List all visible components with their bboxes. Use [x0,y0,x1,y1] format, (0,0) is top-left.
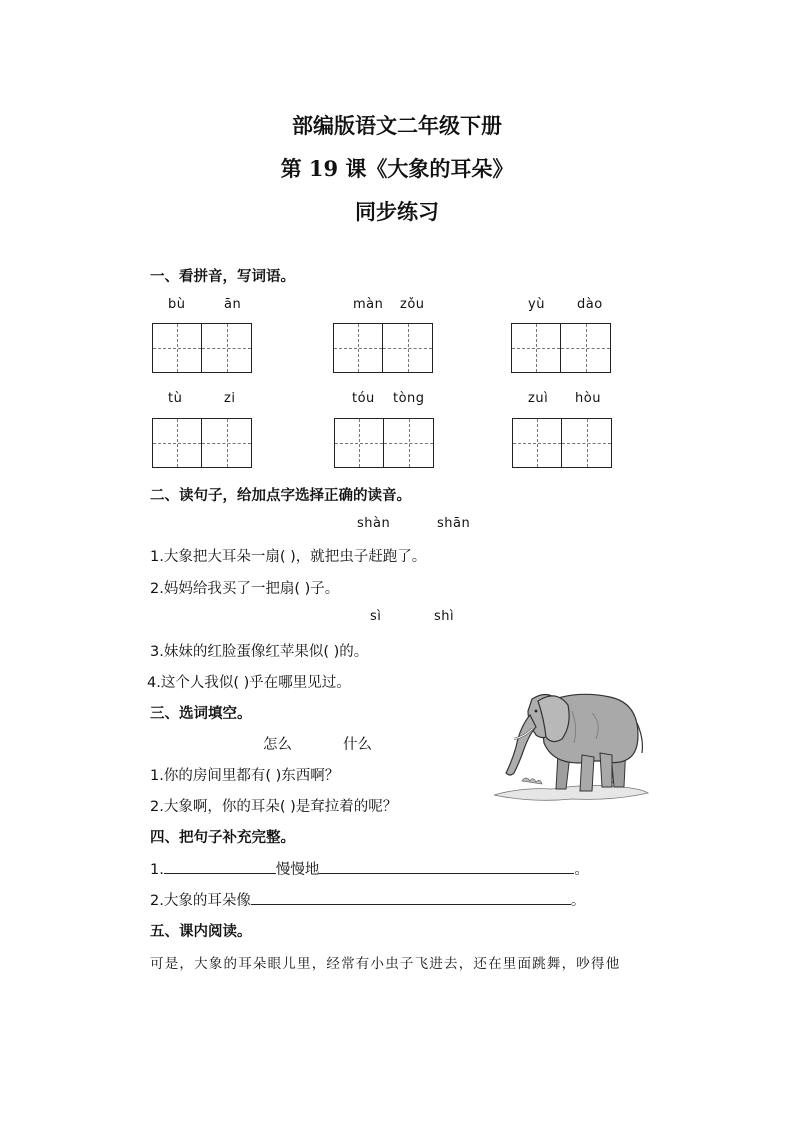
question-2-2: 2.妈妈给我买了一把扇( )子。 [150,581,340,597]
reading-option: shàn [357,516,391,531]
pinyin-label: zuì [528,391,549,406]
question-4-1-middle: 慢慢地 [275,862,320,878]
pinyin-label: yù [528,297,545,312]
pinyin-label: bù [168,297,186,312]
reading-option: shān [437,516,471,531]
question-4-2 [150,889,585,910]
pinyin-label: ān [224,297,242,312]
fill-blank[interactable] [251,892,571,905]
writing-grid[interactable] [333,323,433,373]
lesson-title: 第 19 课《大象的耳朵》 [280,156,514,181]
pinyin-label: màn [353,297,384,312]
writing-grid[interactable] [152,323,252,373]
pinyin-label: dào [577,297,603,312]
pinyin-label: hòu [575,391,601,406]
question-2-1: 1.大象把大耳朵一扇( )，就把虫子赶跑了。 [150,549,427,565]
reading-option: shì [434,609,455,624]
pinyin-label: zǒu [400,297,425,312]
question-4-2-end: 。 [570,893,586,909]
question-4-1-prefix: 1. [150,862,164,878]
section4-heading: 四、把句子补充完整。 [150,830,295,846]
fill-blank[interactable] [164,861,276,874]
writing-grid[interactable] [511,323,611,373]
writing-grid[interactable] [152,418,252,468]
pinyin-label: tòng [393,391,425,406]
question-4-1-end: 。 [574,862,589,878]
reading-option: sì [370,609,382,624]
section2-heading: 二、读句子，给加点字选择正确的读音。 [150,488,411,504]
fill-blank[interactable] [319,861,574,874]
pinyin-label: zi [224,391,236,406]
exercise-subtitle: 同步练习 [355,199,439,224]
writing-grid[interactable] [334,418,434,468]
elephant-illustration [492,683,652,811]
section3-heading: 三、选词填空。 [150,706,252,722]
question-4-1 [150,858,589,879]
word-choice: 怎么 [263,737,292,753]
question-3-1: 1.你的房间里都有( )东西啊？ [150,768,340,784]
pinyin-label: tóu [352,391,375,406]
writing-grid[interactable] [512,418,612,468]
word-choice: 什么 [343,737,372,753]
question-3-2: 2.大象啊，你的耳朵( )是耷拉着的呢？ [150,799,398,815]
question-2-4: 4.这个人我似( )乎在哪里见过。 [147,675,351,691]
page-title: 部编版语文二年级下册 [292,113,502,138]
question-2-3: 3.妹妹的红脸蛋像红苹果似( )的。 [150,644,369,660]
question-4-2-prefix: 2.大象的耳朵像 [150,893,251,909]
pinyin-label: tù [168,391,183,406]
section5-heading: 五、课内阅读。 [150,924,252,940]
reading-passage: 可是，大象的耳朵眼儿里，经常有小虫子飞进去，还在里面跳舞，吵得他 [150,956,621,972]
section1-heading: 一、看拼音，写词语。 [150,269,295,285]
